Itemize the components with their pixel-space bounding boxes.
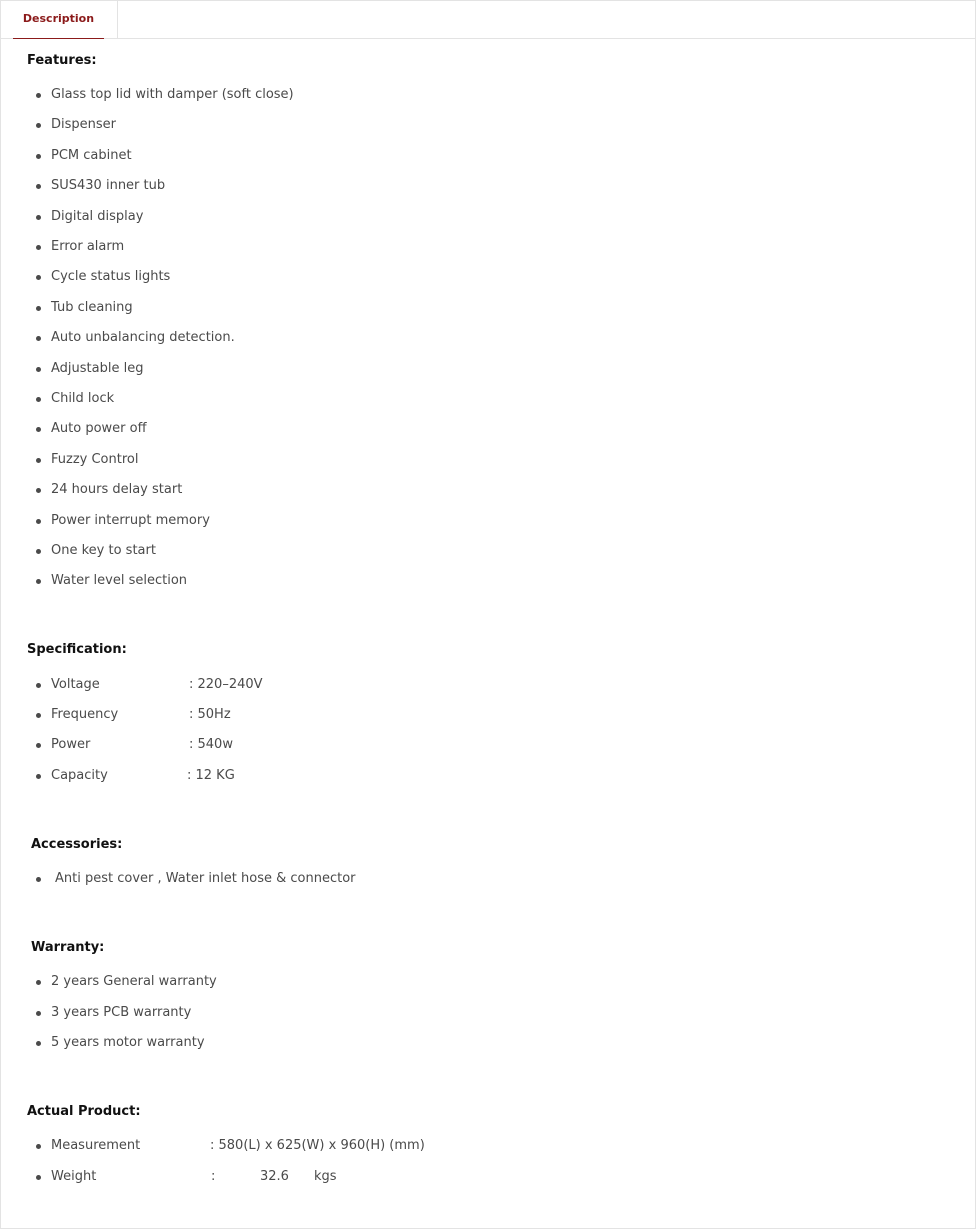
warranty-heading: Warranty: <box>31 940 105 955</box>
bullet-icon <box>36 488 41 493</box>
bullet-icon <box>36 1144 41 1149</box>
accessories-heading: Accessories: <box>31 837 123 852</box>
feature-text: 24 hours delay start <box>51 482 183 497</box>
bullet-icon <box>36 397 41 402</box>
bullet-icon <box>36 1175 41 1180</box>
product-separator: : <box>211 1169 216 1184</box>
bullet-icon <box>36 93 41 98</box>
spec-value: : 12 KG <box>187 768 235 783</box>
accessory-text: Anti pest cover , Water inlet hose & connector <box>55 871 356 886</box>
bullet-icon <box>36 549 41 554</box>
bullet-icon <box>36 1041 41 1046</box>
feature-text: Auto power off <box>51 421 147 436</box>
bullet-icon <box>36 275 41 280</box>
feature-text: Digital display <box>51 209 144 224</box>
bullet-icon <box>36 336 41 341</box>
feature-text: Adjustable leg <box>51 361 144 376</box>
spec-value: : 50Hz <box>189 707 231 722</box>
tab-description[interactable] <box>13 1 104 38</box>
bullet-icon <box>36 458 41 463</box>
product-amount: 32.6 <box>260 1169 289 1184</box>
bullet-icon <box>36 367 41 372</box>
product-label: Measurement <box>51 1138 141 1153</box>
feature-text: Glass top lid with damper (soft close) <box>51 87 294 102</box>
bullet-icon <box>36 427 41 432</box>
bullet-icon <box>36 579 41 584</box>
spec-value: : 540w <box>189 737 233 752</box>
warranty-text: 2 years General warranty <box>51 974 217 989</box>
bullet-icon <box>36 743 41 748</box>
feature-text: Water level selection <box>51 573 188 588</box>
feature-text: One key to start <box>51 543 156 558</box>
feature-text: SUS430 inner tub <box>51 178 166 193</box>
feature-text: Error alarm <box>51 239 125 254</box>
spec-label: Voltage <box>51 677 100 692</box>
spec-label: Frequency <box>51 707 119 722</box>
tab-divider <box>117 1 118 38</box>
spec-label: Power <box>51 737 91 752</box>
feature-text: Cycle status lights <box>51 269 171 284</box>
bullet-icon <box>36 123 41 128</box>
bullet-icon <box>36 774 41 779</box>
specification-heading: Specification: <box>27 642 127 657</box>
product-value: : 580(L) x 625(W) x 960(H) (mm) <box>210 1138 425 1153</box>
feature-text: Auto unbalancing detection. <box>51 330 235 345</box>
feature-text: PCM cabinet <box>51 148 132 163</box>
bullet-icon <box>36 1011 41 1016</box>
feature-text: Dispenser <box>51 117 116 132</box>
feature-text: Tub cleaning <box>51 300 133 315</box>
bullet-icon <box>36 215 41 220</box>
active-tab-indicator <box>13 38 104 39</box>
product-unit: kgs <box>314 1169 337 1184</box>
bullet-icon <box>36 154 41 159</box>
product-label: Weight <box>51 1169 97 1184</box>
feature-text: Power interrupt memory <box>51 513 210 528</box>
bullet-icon <box>36 713 41 718</box>
spec-label: Capacity <box>51 768 108 783</box>
warranty-text: 5 years motor warranty <box>51 1035 205 1050</box>
warranty-text: 3 years PCB warranty <box>51 1005 192 1020</box>
bullet-icon <box>36 980 41 985</box>
bullet-icon <box>36 245 41 250</box>
actual-product-heading: Actual Product: <box>27 1104 141 1119</box>
bullet-icon <box>36 306 41 311</box>
tab-description-label: Description <box>22 12 95 25</box>
feature-text: Child lock <box>51 391 115 406</box>
spec-value: : 220–240V <box>189 677 263 692</box>
bullet-icon <box>36 877 41 882</box>
tab-bar <box>1 1 975 39</box>
bullet-icon <box>36 683 41 688</box>
bullet-icon <box>36 184 41 189</box>
features-heading: Features: <box>27 53 97 68</box>
feature-text: Fuzzy Control <box>51 452 139 467</box>
bullet-icon <box>36 519 41 524</box>
